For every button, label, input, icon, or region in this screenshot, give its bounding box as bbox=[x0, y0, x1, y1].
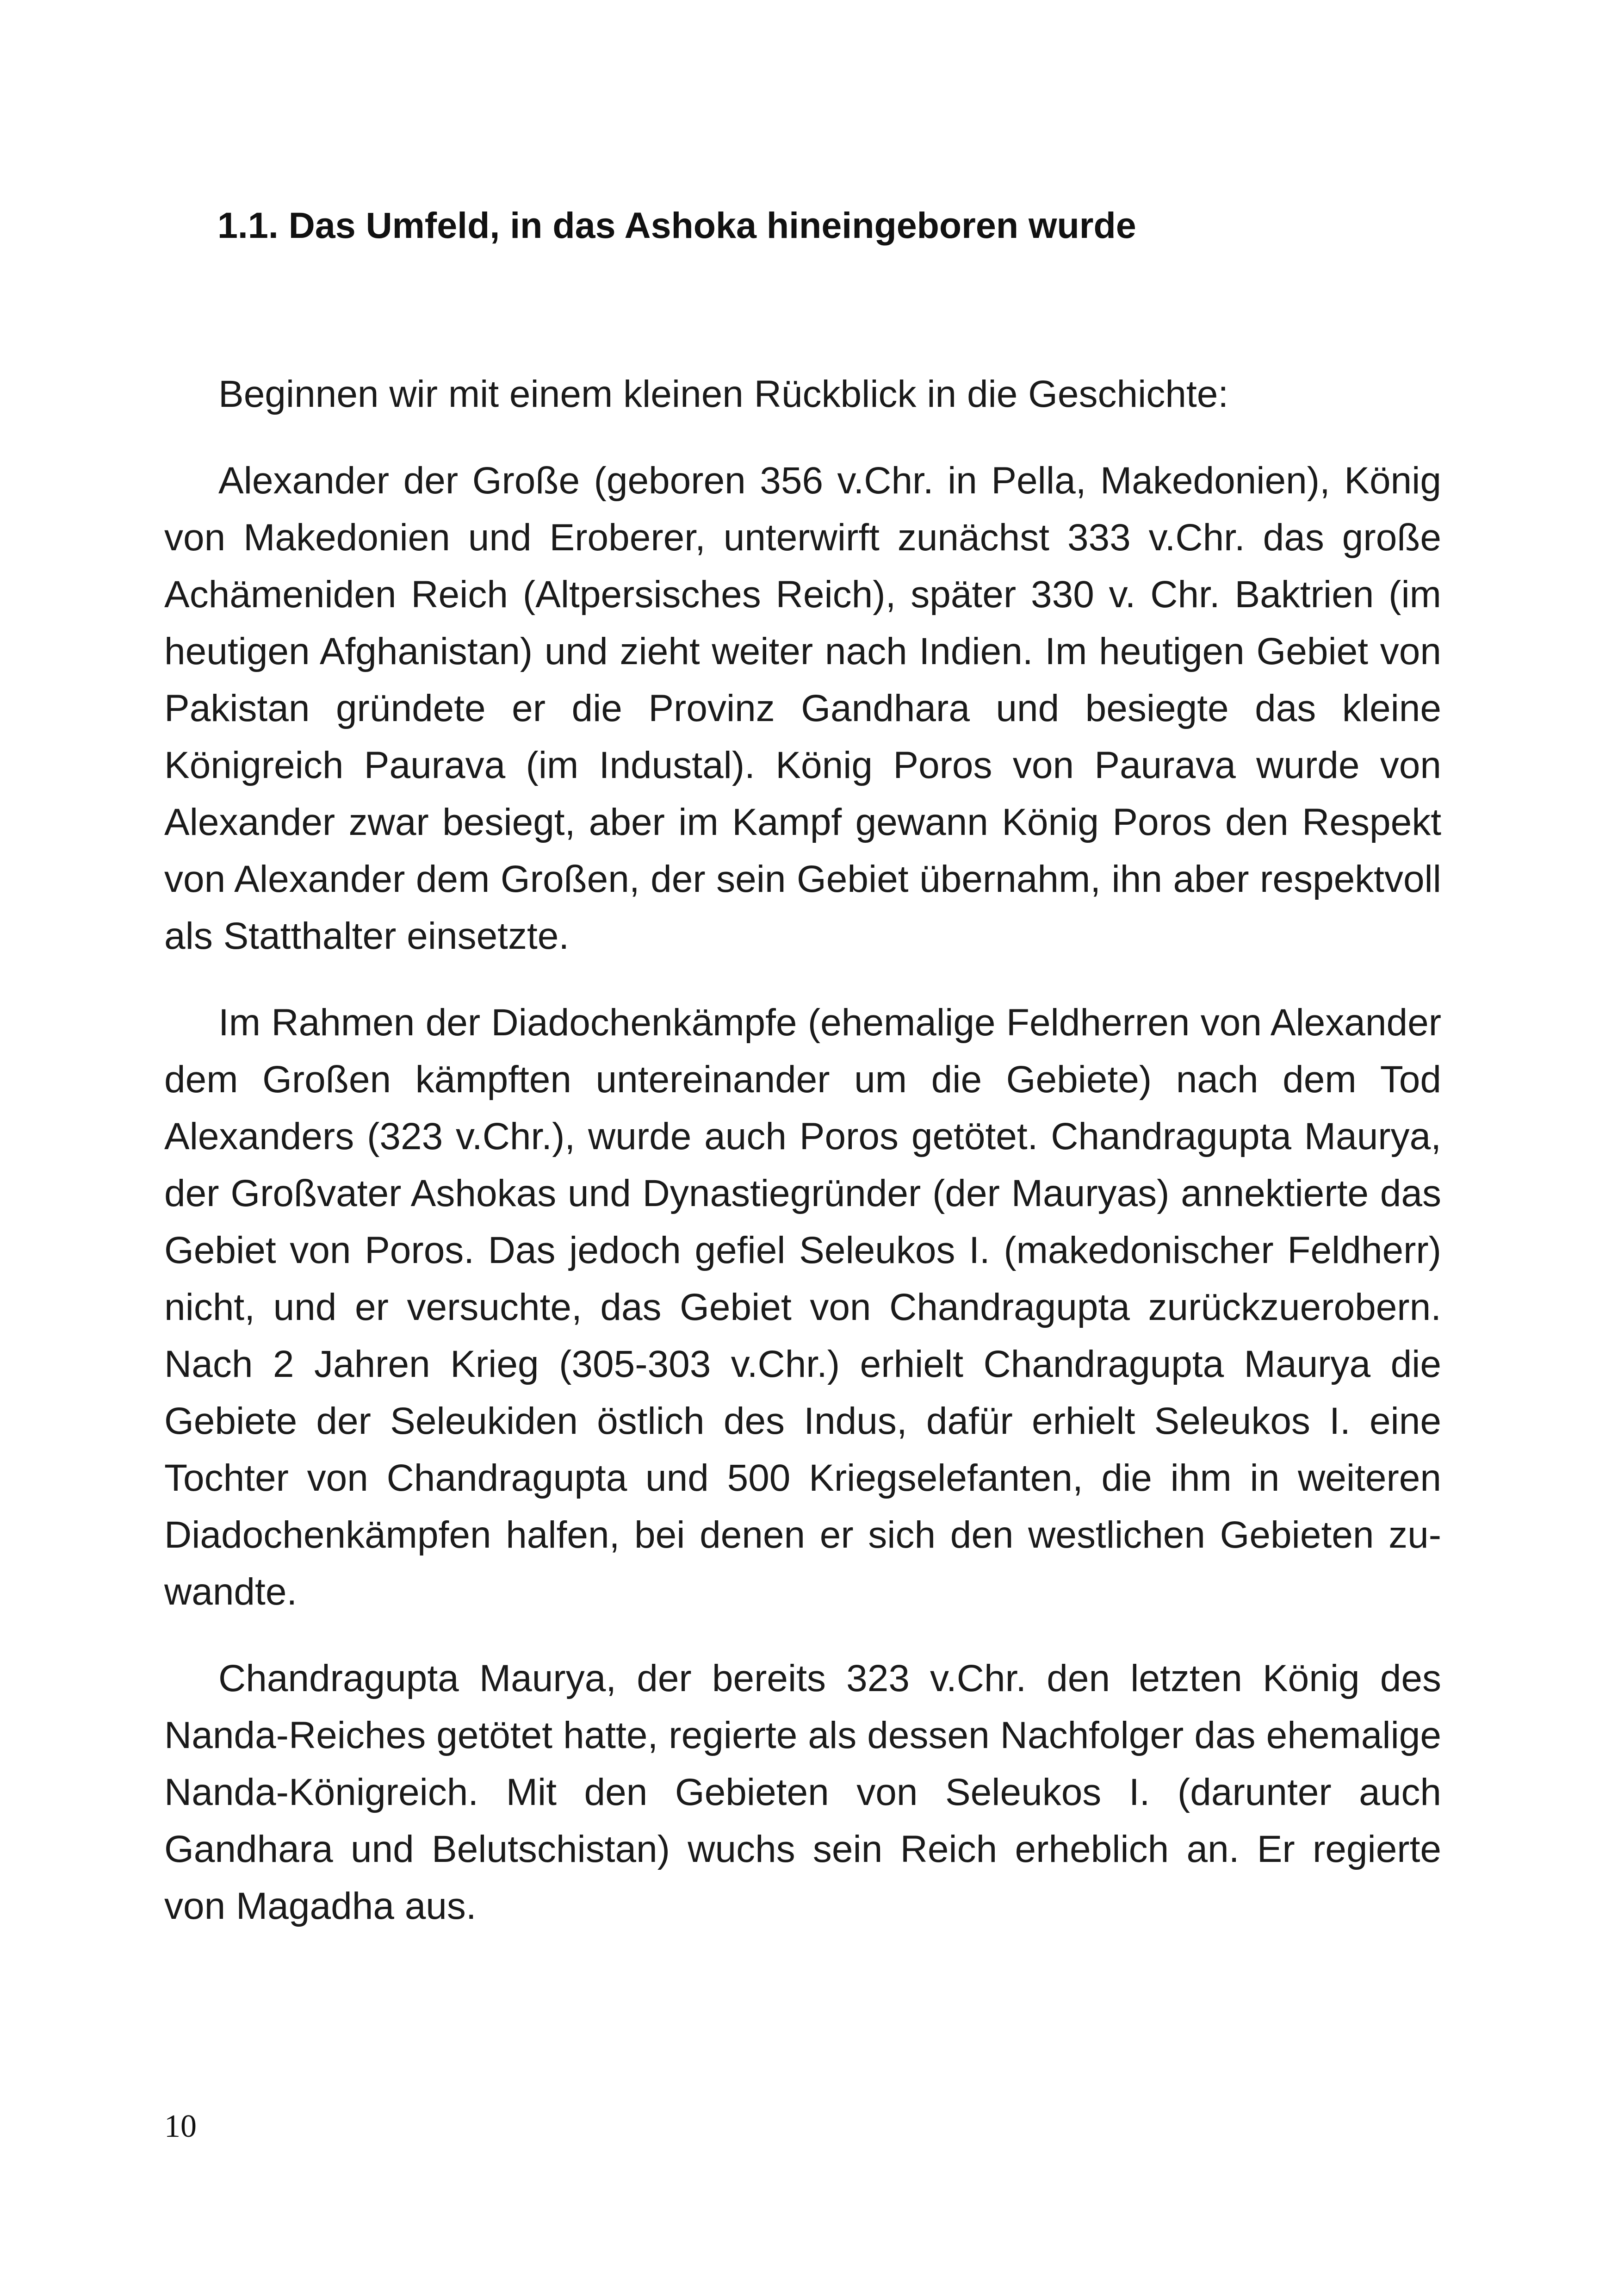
paragraph-intro: Beginnen wir mit einem kleinen Rückblick in die Geschichte: bbox=[218, 373, 1229, 415]
body-text bbox=[164, 366, 1441, 1964]
paragraph-alexander: Alexander der Große (geboren 356 v.Chr. in Pella, Makedonien), König von Makedonien und Eroberer, unterwirft zunächst 333 v.Chr. das große Achämeniden Reich (Altpersisches Reich), später 330 v. Chr. Baktrien (im heutigen Afghanistan) und zieht weiter nach Indien. Im heutigen Gebiet von Pakistan gründete er die Provinz Gandhara und besiegte das kleine Königreich Paurava (im Industal). König Poros von Paurava wurde von Alexander zwar besiegt, aber im Kampf gewann König Poros den Respekt von Alexander dem Großen, der sein Gebiet übernahm, ihn aber respektvoll als Statthalter einsetzte. bbox=[164, 460, 1441, 957]
page-number: 10 bbox=[164, 2109, 197, 2144]
section-heading: 1.1. Das Umfeld, in das Ashoka hineingeboren wurde bbox=[217, 205, 1136, 246]
paragraph-diadochi: Im Rahmen der Diadochenkämpfe (ehemalige Feldherren von Alexander dem Großen kämpften untereinander um die Gebiete) nach dem Tod Alexanders (323 v.Chr.), wurde auch Poros getötet. Chandragupta Maurya, der Großvater Ashokas und Dynastiegründer (der Mauryas) annektierte das Gebiet von Poros. Das jedoch gefiel Seleukos I. (makedonischer Feldherr) nicht, und er versuchte, das Gebiet von Chandragupta zurückzuerobern. Nach 2 Jahren Krieg (305-303 v.Chr.) erhielt Chandragupta Maurya die Gebiete der Seleukiden östlich des Indus, dafür erhielt Seleukos I. eine Tochter von Chandragupta und 500 Kriegselefanten, die ihm in weiteren Diadochenkämpfen halfen, bei denen er sich den westlichen Gebieten zuwandte. bbox=[164, 1002, 1441, 1613]
paragraph-chandragupta: Chandragupta Maurya, der bereits 323 v.Chr. den letzten König des Nanda-Reiches getötet hatte, regierte als dessen Nachfolger das ehemalige Nanda-Königreich. Mit den Gebieten von Seleukos I. (darunter auch Gandhara und Belutschistan) wuchs sein Reich erheblich an. Er regierte von Magadha aus. bbox=[164, 1657, 1441, 1927]
